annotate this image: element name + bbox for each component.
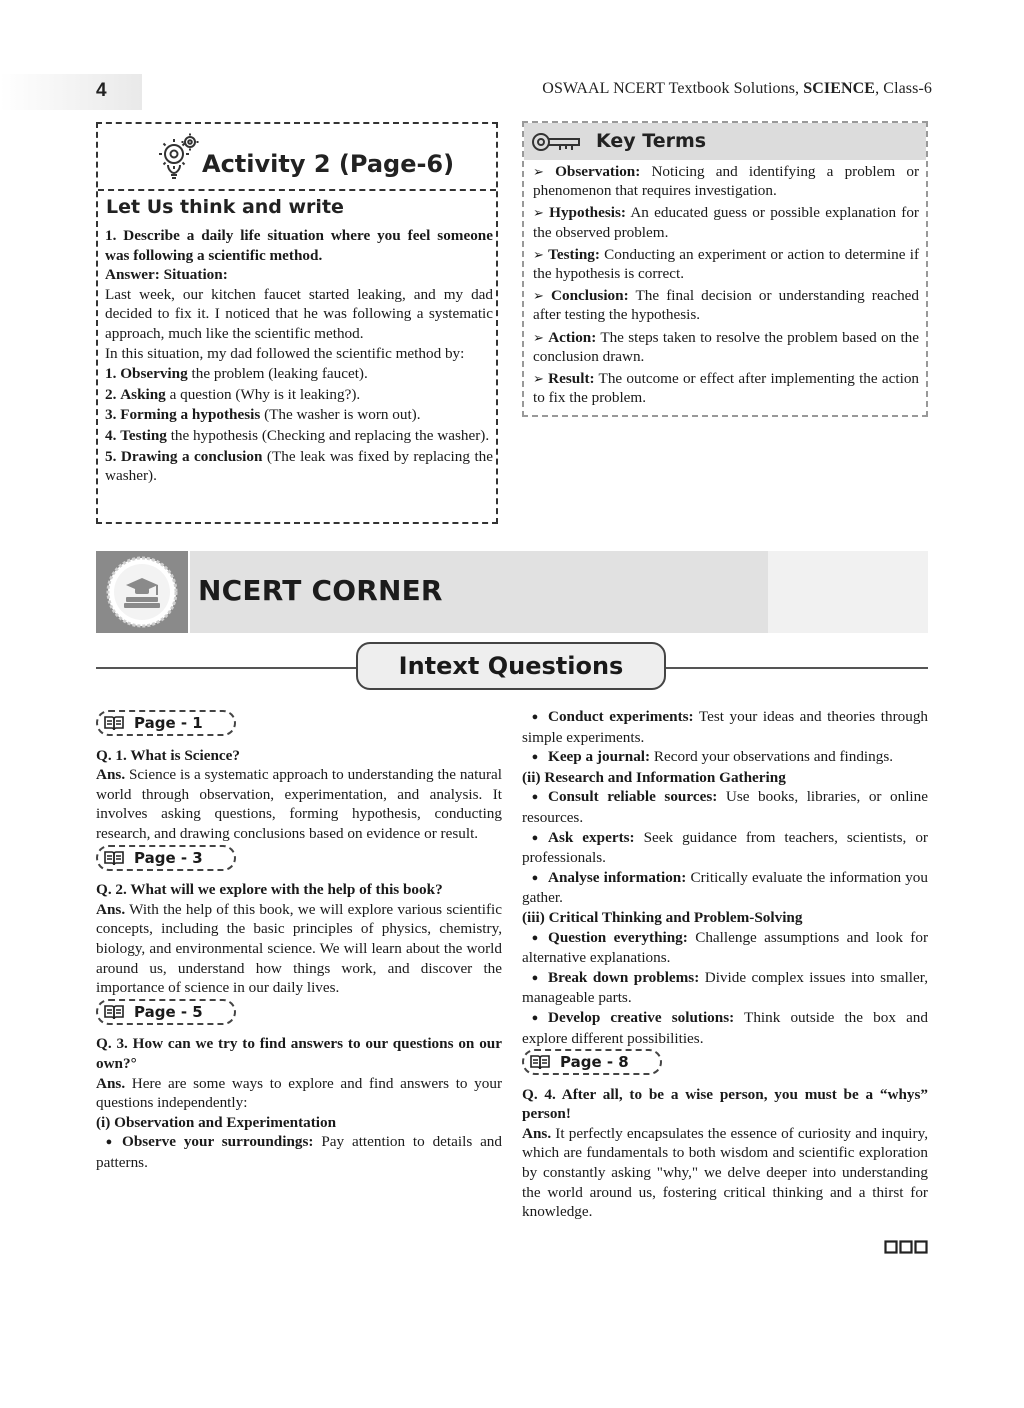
sub-heading — [522, 908, 928, 928]
key-terms-box — [522, 121, 928, 417]
key-terms-list — [533, 162, 919, 410]
question-text: Q. 4. After all, to be a wise person, you must be a “whys” person! — [522, 1085, 928, 1123]
bullet-text: Test your ideas and theories through simple experiments. — [522, 708, 929, 746]
question-text: Q. 2. What will we explore with the help of this book? — [96, 881, 443, 899]
end-squares-icon — [884, 1240, 928, 1254]
bullet-icon: ● — [531, 971, 539, 984]
activity-title: Activity 2 (Page-6) — [202, 150, 455, 178]
answer-label: Answer: Situation: — [105, 266, 228, 284]
bullet-term: Observe your surroundings: — [122, 1133, 314, 1151]
step-number: 3. — [105, 406, 117, 424]
step-term: Testing — [120, 426, 167, 444]
answer — [96, 1074, 502, 1113]
book-icon — [530, 1054, 550, 1071]
ncert-corner-icon-box — [96, 551, 188, 633]
bullet-term: Keep a journal: — [548, 748, 651, 766]
question — [522, 1085, 928, 1124]
step-number: 1. — [105, 365, 117, 383]
right-column — [522, 707, 928, 1222]
book-icon — [104, 715, 124, 732]
list-item — [105, 447, 493, 486]
question — [96, 880, 502, 900]
question-text: Q. 1. What is Science? — [96, 746, 240, 764]
key-term-definition: The steps taken to resolve the problem based on the conclusion drawn. — [533, 328, 919, 365]
activity-question: 1. Describe a daily life situation where you feel someone was following a scientific method. — [105, 227, 493, 264]
bullet-item — [522, 707, 928, 747]
bullet-icon: ● — [531, 871, 539, 884]
bullet-text: Challenge assumptions and look for alternative explanations. — [522, 928, 929, 967]
graduation-cap-books-icon — [96, 551, 188, 633]
answer-label: Ans. — [522, 1124, 552, 1142]
page-marker-label: Page - 1 — [134, 714, 203, 732]
step-term: Observing — [120, 365, 188, 383]
bullet-item — [522, 787, 928, 827]
page-marker-label: Page - 8 — [560, 1053, 629, 1072]
list-item — [105, 426, 493, 446]
answer-label: Ans. — [96, 900, 126, 918]
book-icon — [104, 1004, 124, 1021]
bullet-term: Develop creative solutions: — [548, 1008, 735, 1026]
bullet-icon: ● — [531, 751, 539, 764]
key-term-definition: Noticing and identifying a problem or phenomenon that requires investigation. — [533, 163, 920, 200]
bullet-term: Consult reliable sources: — [548, 788, 718, 806]
bullet-term: Conduct experiments: — [548, 708, 694, 725]
arrow-icon: ➢ — [533, 288, 544, 304]
bullet-icon: ● — [105, 1136, 113, 1149]
key-term: Observation: — [555, 163, 641, 180]
running-head — [542, 80, 932, 98]
arrow-icon: ➢ — [533, 205, 544, 221]
bullet-item — [522, 928, 928, 968]
list-item — [105, 364, 493, 384]
key-term-item — [533, 369, 919, 407]
bullet-text: Seek guidance from teachers, scientists, or professionals. — [522, 828, 928, 867]
answer-text: Science is a systematic approach to understanding the natural world through observation, experimentation, and analysis. It involves asking questions, forming hypothesis, conducting research, and drawing conclusions based on evidence or result. — [96, 766, 502, 842]
ncert-corner-bar-end — [768, 551, 928, 633]
page-marker — [96, 710, 236, 736]
left-column — [96, 709, 502, 1172]
step-text: (The washer is worn out). — [260, 406, 421, 424]
key-term-item — [533, 203, 919, 241]
sub-heading — [522, 768, 928, 788]
arrow-icon: ➢ — [533, 164, 544, 179]
step-text: (The leak was fixed by replacing the washer). — [105, 447, 493, 485]
key-terms-header — [524, 123, 926, 160]
bullet-term: Question everything: — [548, 928, 688, 946]
activity-paragraph: In this situation, my dad followed the scientific method by: — [105, 344, 465, 362]
running-head-subject: SCIENCE — [803, 80, 876, 97]
running-head-class: , Class-6 — [875, 80, 932, 97]
bullet-text: Pay attention to details and patterns. — [96, 1133, 502, 1171]
bullet-icon: ● — [531, 791, 539, 804]
answer-label: Ans. — [96, 766, 126, 784]
answer-text: It perfectly encapsulates the essence of curiosity and inquiry, which are fundamentals to both wisdom and scientific exploration by constantly asking "why," we delve deeper into understanding the world around us, fostering critical thinking and a thirst for knowledge. — [522, 1124, 928, 1221]
bullet-icon: ● — [531, 931, 539, 944]
bullet-term: Break down problems: — [548, 968, 700, 986]
key-term-definition: An educated guess or possible explanation for the observed problem. — [533, 204, 919, 241]
step-term: Drawing a conclusion — [120, 447, 263, 465]
page-marker-label: Page - 3 — [134, 848, 203, 867]
step-term: Asking — [120, 385, 166, 403]
intext-questions-heading: Intext Questions — [356, 642, 666, 690]
bullet-text: Record your observations and findings. — [650, 748, 894, 766]
bullet-item — [522, 1008, 928, 1048]
key-term: Result: — [548, 370, 595, 388]
key-term: Conclusion: — [551, 287, 629, 305]
activity-paragraph: Last week, our kitchen faucet started leaking, and my dad decided to fix it. I noticed that he was following a systematic approach, much like the scientific method. — [105, 285, 493, 342]
page-marker — [96, 845, 236, 871]
page-number-tab — [0, 74, 142, 110]
key-term-item — [533, 286, 919, 324]
list-item — [105, 405, 493, 425]
running-head-text: OSWAAL NCERT Textbook Solutions, — [542, 80, 804, 97]
sub-heading-text: (ii) Research and Information Gathering — [522, 768, 786, 786]
bullet-item — [522, 968, 928, 1008]
answer — [96, 900, 502, 998]
step-term: Forming a hypothesis — [120, 406, 261, 424]
bullet-item — [522, 868, 928, 908]
activity-subtitle: Let Us think and write — [106, 196, 344, 218]
bullet-text: Critically evaluate the information you gather. — [522, 868, 928, 907]
key-term-definition: The outcome or effect after implementing the action to fix the problem. — [533, 370, 920, 407]
step-text: the problem (leaking faucet). — [187, 365, 368, 383]
step-number: 2. — [105, 385, 117, 403]
book-icon — [104, 850, 124, 867]
bullet-item — [522, 828, 928, 868]
key-icon — [530, 130, 582, 154]
key-term-definition: The final decision or understanding reached after testing the hypothesis. — [533, 287, 920, 324]
end-of-section-mark — [884, 1240, 928, 1254]
step-number: 5. — [105, 447, 117, 465]
answer — [522, 1124, 928, 1222]
page-marker — [96, 999, 236, 1025]
bullet-term: Ask experts: — [548, 828, 635, 846]
step-number: 4. — [105, 426, 117, 444]
bullet-icon: ● — [531, 711, 539, 723]
activity-body — [105, 226, 493, 486]
bullet-item — [522, 747, 928, 768]
arrow-icon: ➢ — [533, 371, 544, 387]
key-term-item — [533, 162, 919, 200]
arrow-icon: ➢ — [533, 329, 544, 345]
activity-header — [98, 124, 496, 191]
question — [96, 746, 502, 766]
key-term-definition: Conducting an experiment or action to determine if the hypothesis is correct. — [533, 245, 919, 283]
bullet-icon: ● — [531, 1011, 539, 1024]
question-text: Q. 3. How can we try to find answers to our questions on our own?° — [96, 1035, 502, 1072]
sub-heading-text: (i) Observation and Experimentation — [96, 1113, 337, 1131]
key-term: Testing: — [548, 245, 600, 263]
key-term-item — [533, 245, 919, 283]
list-item — [105, 385, 493, 405]
bullet-item — [96, 1132, 502, 1172]
sub-heading-text: (iii) Critical Thinking and Problem-Solving — [522, 908, 803, 926]
answer-text: With the help of this book, we will explore various scientific concepts, including the basic principles of physics, chemistry, biology, and environmental science. We will learn about the world around us, understand how things work, and discover the importance of science in our daily lives. — [96, 900, 502, 997]
key-term: Hypothesis: — [549, 204, 626, 222]
key-term-item — [533, 328, 919, 366]
bullet-icon: ● — [531, 831, 539, 844]
page-marker-label: Page - 5 — [134, 1002, 203, 1021]
key-term: Action: — [548, 328, 597, 346]
step-text: the hypothesis (Checking and replacing the washer). — [166, 426, 490, 444]
page-number: 4 — [96, 80, 107, 101]
arrow-icon: ➢ — [533, 246, 544, 262]
bullet-term: Analyse information: — [548, 868, 687, 886]
bullet-text: Use books, libraries, or online resources. — [522, 788, 928, 826]
bullet-text: Think outside the box and explore different possibilities. — [522, 1008, 928, 1047]
key-terms-title: Key Terms — [596, 130, 707, 152]
answer-label: Ans. — [96, 1074, 126, 1092]
ncert-corner-title: NCERT CORNER — [198, 574, 443, 607]
page-marker — [522, 1049, 662, 1075]
activity-box — [96, 122, 498, 524]
answer-text: Here are some ways to explore and find answers to your questions independently: — [96, 1074, 502, 1112]
sub-heading — [96, 1113, 502, 1133]
step-text: a question (Why is it leaking?). — [165, 385, 361, 403]
question — [96, 1034, 502, 1073]
gears-bulb-icon — [154, 132, 202, 180]
bullet-text: Divide complex issues into smaller, manageable parts. — [522, 968, 928, 1007]
answer — [96, 765, 502, 843]
